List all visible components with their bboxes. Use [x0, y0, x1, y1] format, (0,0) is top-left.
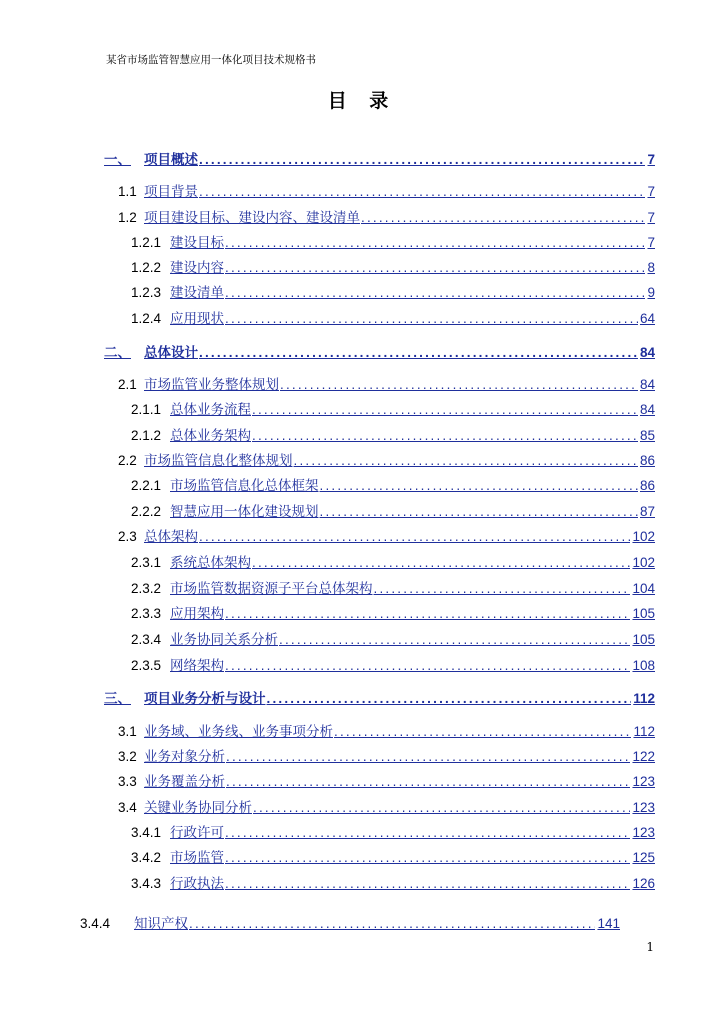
toc-dot-leader	[198, 345, 638, 360]
toc-entry-page[interactable]: 123	[632, 825, 655, 840]
toc-entry-number: 2.3.4	[131, 632, 162, 647]
toc-entry-number: 二、	[104, 345, 131, 360]
toc-entry-label[interactable]: 项目概述	[144, 152, 198, 167]
toc-dot-leader	[224, 850, 630, 865]
toc-entry-page[interactable]: 108	[632, 658, 655, 673]
toc-entry-page[interactable]: 141	[597, 916, 620, 931]
toc-entry-label[interactable]: 业务覆盖分析	[144, 774, 225, 789]
toc-entry[interactable]	[131, 307, 655, 327]
toc-entry-label[interactable]: 市场监管业务整体规划	[144, 377, 279, 392]
toc-entry-number: 2.3.3	[131, 606, 162, 621]
toc-entry[interactable]	[80, 912, 620, 932]
toc-entry[interactable]	[131, 500, 655, 520]
toc-entry-label[interactable]: 项目背景	[144, 184, 198, 199]
toc-entry[interactable]	[131, 231, 655, 251]
toc-dot-leader	[224, 311, 638, 326]
toc-entry[interactable]	[131, 474, 655, 494]
toc-entry[interactable]	[131, 281, 655, 301]
toc-entry[interactable]	[118, 745, 655, 765]
toc-dot-leader	[373, 581, 631, 596]
toc-entry[interactable]	[118, 525, 655, 545]
toc-entry-label[interactable]: 建设内容	[170, 260, 224, 275]
toc-entry-label[interactable]: 建设目标	[170, 235, 224, 250]
toc-dot-leader	[252, 800, 630, 815]
toc-entry-label[interactable]: 项目建设目标、建设内容、建设清单	[144, 210, 360, 225]
toc-dot-leader	[188, 916, 595, 931]
toc-entry-number: 2.1.2	[131, 428, 162, 443]
toc-entry-page[interactable]: 123	[632, 800, 655, 815]
toc-dot-leader	[198, 152, 645, 167]
toc-entry-page[interactable]: 104	[632, 581, 655, 596]
toc-entry-label[interactable]: 行政执法	[170, 876, 224, 891]
toc-entry-page[interactable]: 85	[639, 428, 655, 443]
toc-entry-page[interactable]: 7	[647, 184, 655, 199]
toc-entry-page[interactable]: 125	[632, 850, 655, 865]
toc-dot-leader	[293, 453, 638, 468]
toc-entry-number: 1.2.4	[131, 311, 162, 326]
toc-dot-leader	[198, 529, 630, 544]
toc-entry-number: 2.2.2	[131, 504, 162, 519]
toc-entry-page[interactable]: 7	[647, 210, 655, 225]
toc-dot-leader	[319, 478, 638, 493]
toc-entry-number: 1.2	[118, 210, 137, 225]
toc-dot-leader	[333, 724, 631, 739]
toc-dot-leader	[360, 210, 645, 225]
toc-dot-leader	[225, 749, 630, 764]
toc-dot-leader	[198, 184, 645, 199]
toc-entry-page[interactable]: 9	[647, 285, 655, 300]
toc-entry-number: 3.2	[118, 749, 137, 764]
toc-entry[interactable]	[131, 424, 655, 444]
toc-entry-label[interactable]: 行政许可	[170, 825, 224, 840]
toc-entry[interactable]	[118, 373, 655, 393]
toc-entry[interactable]	[118, 770, 655, 790]
toc-entry-page[interactable]: 84	[639, 402, 655, 417]
toc-entry[interactable]	[131, 628, 655, 648]
toc-entry-label[interactable]: 系统总体架构	[170, 555, 251, 570]
toc-dot-leader	[251, 402, 638, 417]
toc-entry-number: 3.4.1	[131, 825, 162, 840]
toc-entry-number: 3.1	[118, 724, 137, 739]
toc-entry-page[interactable]: 64	[639, 311, 655, 326]
toc-entry-number: 2.1.1	[131, 402, 162, 417]
toc-entry[interactable]	[118, 206, 655, 226]
toc-entry[interactable]	[131, 577, 655, 597]
toc-entry[interactable]	[131, 398, 655, 418]
toc-entry-label[interactable]: 应用架构	[170, 606, 224, 621]
toc-entry-number: 三、	[104, 691, 131, 706]
toc-entry-number: 3.3	[118, 774, 137, 789]
toc-entry[interactable]	[104, 148, 655, 168]
toc-entry-label[interactable]: 总体业务架构	[170, 428, 251, 443]
toc-entry-number: 2.3.1	[131, 555, 162, 570]
toc-entry-label[interactable]: 总体设计	[144, 345, 198, 360]
toc-dot-leader	[224, 825, 630, 840]
toc-entry-label[interactable]: 应用现状	[170, 311, 224, 326]
toc-entry[interactable]	[131, 872, 655, 892]
toc-entry-page[interactable]: 8	[647, 260, 655, 275]
page-title: 目 录	[327, 90, 397, 112]
toc-entry-page[interactable]: 112	[633, 691, 655, 706]
toc-entry[interactable]	[118, 720, 655, 740]
toc-entry[interactable]	[131, 602, 655, 622]
toc-entry-page[interactable]: 84	[639, 377, 655, 392]
toc-dot-leader	[224, 285, 645, 300]
toc-entry-page[interactable]: 7	[647, 235, 655, 250]
toc-entry[interactable]	[118, 796, 655, 816]
toc-entry-number: 3.4.3	[131, 876, 162, 891]
toc-entry-number: 2.1	[118, 377, 137, 392]
toc-entry-label[interactable]: 项目业务分析与设计	[144, 691, 266, 706]
toc-entry-page[interactable]: 105	[632, 606, 655, 621]
toc-entry-label[interactable]: 智慧应用一体化建设规划	[170, 504, 319, 519]
toc-entry-page[interactable]: 105	[632, 632, 655, 647]
toc-entry[interactable]	[118, 180, 655, 200]
toc-dot-leader	[266, 691, 632, 706]
toc-entry-page[interactable]: 122	[632, 749, 655, 764]
toc-entry-number: 2.2	[118, 453, 137, 468]
toc-entry[interactable]	[104, 687, 655, 707]
toc-dot-leader	[224, 658, 630, 673]
toc-entry-number: 3.4	[118, 800, 137, 815]
toc-entry-label[interactable]: 知识产权	[134, 916, 188, 931]
toc-entry[interactable]	[131, 846, 655, 866]
toc-entry-number: 3.4.4	[80, 916, 111, 931]
toc-entry[interactable]	[118, 449, 655, 469]
page-number: 1	[646, 940, 654, 954]
toc-entry[interactable]	[131, 821, 655, 841]
toc-entry-page[interactable]: 7	[647, 152, 655, 167]
toc-entry-page[interactable]: 112	[633, 724, 655, 739]
toc-entry-number: 2.3.2	[131, 581, 162, 596]
toc-entry[interactable]	[131, 654, 655, 674]
toc-dot-leader	[224, 876, 630, 891]
toc-entry-number: 1.1	[118, 184, 137, 199]
toc-dot-leader	[224, 606, 630, 621]
toc-entry-number: 2.2.1	[131, 478, 162, 493]
toc-entry-number: 2.3.5	[131, 658, 162, 673]
toc-entry-number: 2.3	[118, 529, 137, 544]
toc-entry-label[interactable]: 市场监管信息化整体规划	[144, 453, 293, 468]
toc-dot-leader	[225, 774, 630, 789]
toc-entry-page[interactable]: 86	[639, 478, 655, 493]
toc-entry-label[interactable]: 网络架构	[170, 658, 224, 673]
toc-dot-leader	[251, 428, 638, 443]
toc-entry-number: 一、	[104, 152, 131, 167]
toc-dot-leader	[251, 555, 630, 570]
toc-entry-label[interactable]: 总体架构	[144, 529, 198, 544]
toc-entry-number: 1.2.1	[131, 235, 162, 250]
toc-entry-label[interactable]: 总体业务流程	[170, 402, 251, 417]
toc-dot-leader	[278, 632, 630, 647]
toc-entry-page[interactable]: 102	[632, 555, 655, 570]
toc-entry[interactable]	[131, 551, 655, 571]
toc-entry-page[interactable]: 123	[632, 774, 655, 789]
toc-dot-leader	[224, 260, 645, 275]
toc-entry-number: 1.2.3	[131, 285, 162, 300]
toc-entry[interactable]	[131, 256, 655, 276]
toc-dot-leader	[224, 235, 645, 250]
toc-entry-label[interactable]: 关键业务协同分析	[144, 800, 252, 815]
document-header: 某省市场监管智慧应用一体化项目技术规格书	[106, 54, 316, 66]
toc-entry-page[interactable]: 87	[639, 504, 655, 519]
toc-entry-label[interactable]: 业务对象分析	[144, 749, 225, 764]
toc-entry-label[interactable]: 业务域、业务线、业务事项分析	[144, 724, 333, 739]
toc-entry-label[interactable]: 市场监管	[170, 850, 224, 865]
toc-entry-label[interactable]: 建设清单	[170, 285, 224, 300]
toc-entry-page[interactable]: 126	[632, 876, 655, 891]
toc-dot-leader	[319, 504, 638, 519]
toc-entry-page[interactable]: 86	[639, 453, 655, 468]
toc-entry-page[interactable]: 84	[639, 345, 655, 360]
toc-entry-number: 1.2.2	[131, 260, 162, 275]
toc-entry[interactable]	[104, 341, 655, 361]
toc-dot-leader	[279, 377, 638, 392]
toc-entry-number: 3.4.2	[131, 850, 162, 865]
toc-entry-label[interactable]: 业务协同关系分析	[170, 632, 278, 647]
toc-entry-page[interactable]: 102	[632, 529, 655, 544]
toc-entry-label[interactable]: 市场监管数据资源子平台总体架构	[170, 581, 373, 596]
toc-entry-label[interactable]: 市场监管信息化总体框架	[170, 478, 319, 493]
